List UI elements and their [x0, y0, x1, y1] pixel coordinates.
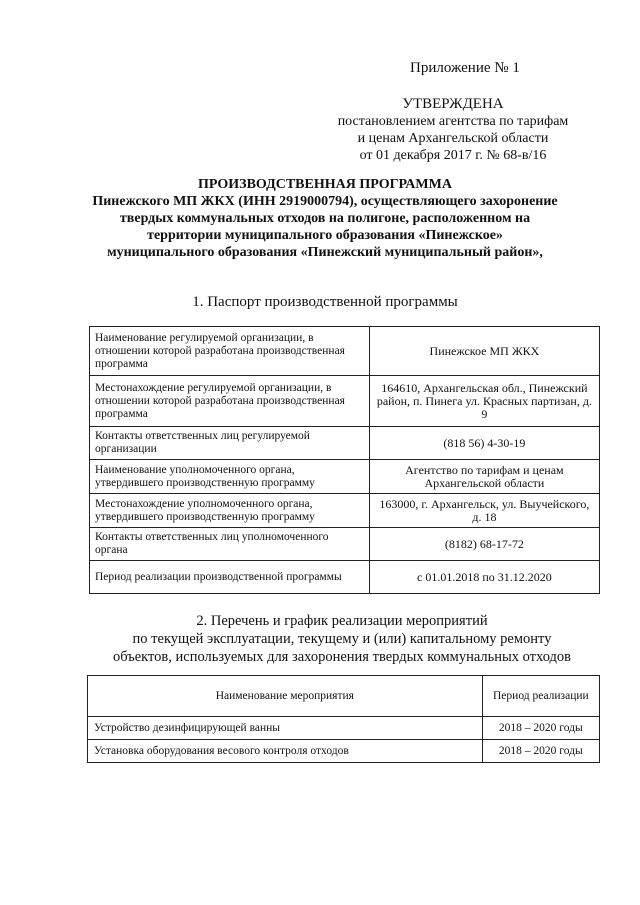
- passport-table: [89, 326, 600, 594]
- passport-value: 164610, Архангельская обл., Пинежский район, п. Пинега ул. Красных партизан, д. 9: [369, 376, 599, 427]
- section1-heading: 1. Паспорт производственной программы: [192, 294, 458, 310]
- table-row: [90, 427, 600, 460]
- table-row: [90, 376, 600, 427]
- table-row: [88, 717, 600, 740]
- column-header-name: Наименование мероприятия: [88, 676, 483, 717]
- passport-value: с 01.01.2018 по 31.12.2020: [369, 561, 599, 594]
- title-line: ПРОИЗВОДСТВЕННАЯ ПРОГРАММА: [198, 177, 452, 192]
- passport-key: Наименование регулируемой организации, в отношении которой разработана производственная программа: [90, 327, 370, 376]
- appendix-label: Приложение № 1: [410, 60, 520, 76]
- section2-heading-line: объектов, используемых для захоронения твердых коммунальных отходов: [112, 649, 572, 665]
- measure-period: 2018 – 2020 годы: [482, 740, 599, 763]
- passport-value: 163000, г. Архангельск, ул. Выучейского, д. 18: [369, 494, 599, 528]
- table-row: [90, 460, 600, 494]
- document-title: [60, 176, 590, 261]
- measure-period: 2018 – 2020 годы: [482, 717, 599, 740]
- passport-key: Контакты ответственных лиц уполномоченного органа: [90, 528, 370, 561]
- title-line: территории муниципального образования «Пинежское»: [147, 228, 503, 243]
- table-row: [90, 528, 600, 561]
- title-line: Пинежского МП ЖКХ (ИНН 2919000794), осуществляющего захоронение: [92, 194, 558, 209]
- column-header-period: Период реализации: [482, 676, 599, 717]
- measures-table: [87, 675, 600, 763]
- passport-value: Агентство по тарифам и ценам Архангельской области: [369, 460, 599, 494]
- approval-line: от 01 декабря 2017 г. № 68-в/16: [359, 148, 547, 163]
- table-row: [90, 327, 600, 376]
- passport-value: (818 56) 4-30-19: [369, 427, 599, 460]
- measure-name: Установка оборудования весового контроля отходов: [88, 740, 483, 763]
- table-row: [90, 561, 600, 594]
- table-row: [88, 740, 600, 763]
- section2-heading-line: по текущей эксплуатации, текущему и (или) капитальному ремонту: [132, 631, 552, 647]
- approval-block: [330, 96, 576, 164]
- approval-line: постановлением агентства по тарифам: [337, 114, 569, 129]
- section2-heading-line: 2. Перечень и график реализации мероприятий: [196, 613, 488, 629]
- passport-value: (8182) 68-17-72: [369, 528, 599, 561]
- title-line: муниципального образования «Пинежский муниципальный район»,: [107, 245, 543, 260]
- table-row: [90, 494, 600, 528]
- passport-key: Местонахождение уполномоченного органа, утвердившего производственную программу: [90, 494, 370, 528]
- title-line: твердых коммунальных отходов на полигоне, расположенном на: [119, 211, 531, 226]
- section2-heading: [60, 612, 624, 666]
- measure-name: Устройство дезинфицирующей ванны: [88, 717, 483, 740]
- table-header-row: [88, 676, 600, 717]
- passport-key: Местонахождение регулируемой организации, в отношении которой разработана производственная программа: [90, 376, 370, 427]
- passport-key: Наименование уполномоченного органа, утвердившего производственную программу: [90, 460, 370, 494]
- approval-line: и ценам Архангельской области: [357, 131, 549, 146]
- passport-key: Период реализации производственной программы: [90, 561, 370, 594]
- passport-value: Пинежское МП ЖКХ: [369, 327, 599, 376]
- passport-key: Контакты ответственных лиц регулируемой организации: [90, 427, 370, 460]
- approval-title: УТВЕРЖДЕНА: [402, 96, 504, 112]
